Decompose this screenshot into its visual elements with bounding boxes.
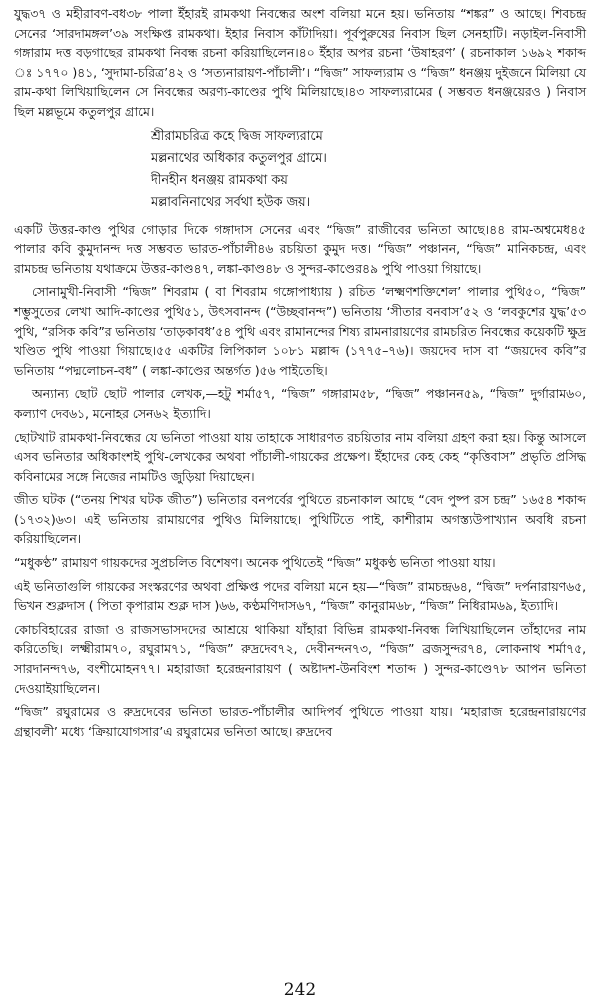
paragraph: সোনামুখী-নিবাসী “দ্বিজ” শিবরাম ( বা শিবরাম গঙ্গোপাধ্যায় ) রচিত ‘লক্ষ্মণশক্তিশেল’ পালার পুথি৫০, “দ্বিজ” শম্ভুসুতের লেখা আদি-কাণ্ডের পুথি৫১, উৎসবানন্দ (“উচ্ছবানন্দ”) ভনিতায় ‘সীতার বনবাস’৫২ ও ‘লবকুশের যুদ্ধ’৫৩ পুথি, “রসিক কবি”র ভনিতায় ‘তাড়কাবধ’৫৪ পুথি এবং রামানন্দের শিষ্য রামনারায়ণের রামচরিত নিবন্ধের কয়েকটি ক্ষুদ্র খণ্ডিত পুথি পাওয়া গিয়াছে।৫৫ একটির লিপিকাল ১০৮১ মল্লাব্দ (১৭৭৫–৭৬)। জয়দেব দাস বা “জয়দেব কবি”র ভনিতায় “পদ্মলোচন-বধ” ( লঙ্কা-কাণ্ডের অন্তর্গত )৫৬ পাইতেছি। <box>14 284 586 378</box>
paragraph: ছোটখাট রামকথা-নিবন্ধের যে ভনিতা পাওয়া যায় তাহাকে সাধারণত রচয়িতার নাম বলিয়া গ্রহণ করা হয়। কিন্তু আসলে এসব ভনিতার অধিকাংশই পুথি-লেখকের অথবা পাঁচালী-গায়কের প্রক্ষেপ। ইঁহাদের কেহ কেহ “কৃত্তিবাস” প্রভৃতি প্রসিদ্ধ কবিনামের সঙ্গে নিজের নামটিও জুড়িয়া দিয়াছেন। <box>14 429 586 484</box>
verse-line: মল্লাবনিনাথের সর্বথা হউক জয়। <box>151 194 311 210</box>
verse-block <box>14 126 586 214</box>
paragraph-continued: যুদ্ধ৩৭ ও মহীরাবণ-বধ৩৮ পালা ইঁহারই রামকথা নিবন্ধের অংশ বলিয়া মনে হয়। ভনিতায় “শঙ্কর” ও আছে। শিবচন্দ্র সেনের ‘সারদামঙ্গল’৩৯ সংক্ষিপ্ত রামকথা। ইহার নিবাস কাঁটাদিয়া। পূর্বপুরুষের নিবাস ছিল সেনহাটি। নড়াইল-নিবাসী গঙ্গারাম দত্ত বড়গাছের রামকথা নিবন্ধ রচনা করিয়াছিলেন।৪০ ইঁহার অপর রচনা ‘উষাহরণ’ ( রচনাকাল ১৬৯২ শকাব্দ ঃ ১৭৭০ )৪১, ‘সুদামা-চরিত্র’৪২ ও ‘সত্যনারায়ণ-পাঁচালী’। “দ্বিজ” সাফল্যরাম ও “দ্বিজ” ধনঞ্জয় দুইজনে মিলিয়া যে রাম-কথা লিখিয়াছিলেন সে নিবন্ধের অরণ্য-কাণ্ডের পুথি মিলিয়াছে।৪৩ সাফল্যরামের ( সম্ভবত ধনঞ্জয়েরও ) নিবাস ছিল মল্লভূমে কতুলপুর গ্রামে। <box>14 6 586 119</box>
paragraph: কোচবিহারের রাজা ও রাজসভাসদদের আশ্রয়ে থাকিয়া যাঁহারা বিভিন্ন রামকথা-নিবন্ধ লিখিয়াছিলেন তাঁহাদের নাম করিতেছি। লক্ষ্মীরাম৭০, রঘুরাম৭১, “দ্বিজ” রুদ্রদেব৭২, দেবীনন্দন৭৩, “দ্বিজ” ব্রজসুন্দর৭৪, লোকনাথ শর্মা৭৫, সারদানন্দ৭৬, বংশীমোহন৭৭। মহারাজা হরেন্দ্রনারায়ণ ( অষ্টাদশ-উনবিংশ শতাব্দ ) সুন্দর-কাণ্ডে৭৮ আপন ভনিতা দেওয়াইয়াছিলেন। <box>14 621 586 696</box>
page-number: 242 <box>283 980 317 1000</box>
paragraph: “মধুকণ্ঠ” রামায়ণ গায়কদের সুপ্রচলিত বিশেষণ। অনেক পুথিতেই “দ্বিজ” মধুকণ্ঠ ভনিতা পাওয়া যায়। <box>14 555 496 571</box>
verse-line: দীনহীন ধনঞ্জয় রামকথা কয় <box>151 172 288 188</box>
verse-line: মল্লনাথের অধিকার কতুলপুর গ্রামে। <box>151 150 327 166</box>
paragraph: অন্যান্য ছোট ছোট পালার লেখক,—হটু শর্মা৫৭, “দ্বিজ” গঙ্গারাম৫৮, “দ্বিজ” পঞ্চানন৫৯, “দ্বিজ” দুর্গারাম৬০, কল্যাণ দেব৬১, মনোহর সেন৬২ ইত্যাদি। <box>14 386 586 421</box>
paragraph: এই ভনিতাগুলি গায়কের সংস্করণের অথবা প্রক্ষিপ্ত পদের বলিয়া মনে হয়—“দ্বিজ” রামচন্দ্র৬৪, “দ্বিজ” দর্পনারায়ণ৬৫, ভিখন শুক্লদাস ( পিতা কৃপারাম শুক্ল দাস )৬৬, কণ্ঠমণিদাস৬৭, “দ্বিজ” কানুরাম৬৮, “দ্বিজ” নিধিরাম৬৯, ইত্যাদি। <box>14 578 586 614</box>
paragraph: জীত ঘটক (“তনয় শিখর ঘটক জীত”) ভনিতার বনপর্বের পুথিতে রচনাকাল আছে “বেদ পুষ্প রস চন্দ্র” ১৬৫৪ শকাব্দ (১৭৩২)৬৩। এই ভনিতায় রামায়ণের পুথিও মিলিয়াছে। পুথিটিতে পাই, কাশীরাম অগস্ত্যউপাখ্যান অবধি রচনা করিয়াছিলেন। <box>14 492 586 547</box>
paragraph: “দ্বিজ” রঘুরামের ও রুদ্রদেবের ভনিতা ভারত-পাঁচালীর আদিপর্ব পুথিতে পাওয়া যায়। ‘মহারাজ হরেন্দ্রনারায়ণের গ্রন্থাবলী’ মধ্যে ‘ক্রিয়াযোগসার’এ রঘুরামের ভনিতা আছে। রুদ্রদেব <box>14 704 586 739</box>
verse-line: শ্রীরামচরিত্র কহে দ্বিজ সাফল্যরামে <box>151 128 323 144</box>
paragraph: একটি উত্তর-কাণ্ড পুথির গোড়ার দিকে গঙ্গাদাস সেনের এবং “দ্বিজ” রাজীবের ভনিতা আছে।৪৪ রাম-অশ্বমেধ৪৫ পালার কবি কুমুদানন্দ দত্ত সম্ভবত ভারত-পাঁচালী৪৬ রচয়িতা কুমুদ দত্ত। “দ্বিজ” পঞ্চানন, “দ্বিজ” মানিকচন্দ্র, এবং রামচন্দ্র ভনিতায় যথাক্রমে উত্তর-কাণ্ড৪৭, লঙ্কা-কাণ্ড৪৮ ও সুন্দর-কাণ্ডের৪৯ পুথি পাওয়া গিয়াছে। <box>14 221 586 276</box>
